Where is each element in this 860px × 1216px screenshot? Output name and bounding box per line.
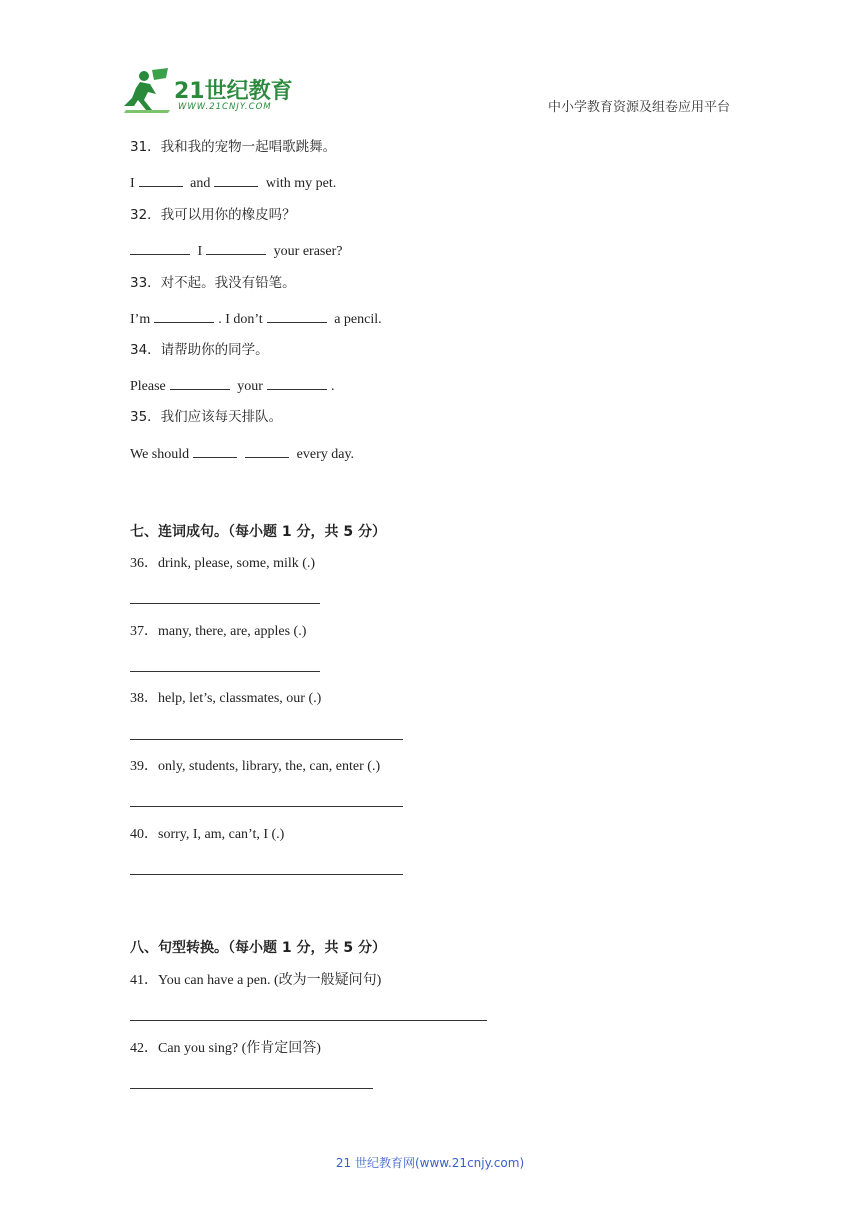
- q31-part1: I: [130, 176, 135, 191]
- question-35-prompt: 35．我们应该每天排队。: [130, 409, 283, 425]
- question-33-sentence: [130, 308, 382, 329]
- question-34-sentence: [130, 375, 334, 396]
- question-39: 39．only, students, library, the, can, enter (.): [130, 759, 381, 774]
- q31-part2: and: [190, 176, 211, 191]
- answer-line-42[interactable]: [130, 1088, 373, 1089]
- question-31-sentence: [130, 172, 336, 193]
- question-34-prompt: 34．请帮助你的同学。: [130, 342, 269, 358]
- site-logo[interactable]: [122, 66, 292, 118]
- q35-blank-2[interactable]: [245, 443, 289, 458]
- q33-blank-2[interactable]: [267, 308, 327, 323]
- q34-blank-1[interactable]: [170, 375, 230, 390]
- answer-line-38[interactable]: [130, 739, 403, 740]
- q32-blank-1[interactable]: [130, 240, 190, 255]
- q32-part1: I: [197, 244, 203, 259]
- logo-text: 21世纪教育: [174, 79, 293, 104]
- q34-part1: Please: [130, 379, 166, 394]
- q31-blank-1[interactable]: [139, 172, 183, 187]
- platform-title: 中小学教育资源及组卷应用平台: [547, 100, 730, 115]
- q33-part2: . I don’t: [218, 312, 263, 327]
- answer-line-36[interactable]: [130, 603, 320, 604]
- q35-part1: We should: [130, 447, 190, 462]
- footer-link[interactable]: 21 世纪教育网(www.21cnjy.com): [335, 1156, 525, 1170]
- question-38: 38．help, let’s, classmates, our (.): [130, 691, 322, 706]
- q32-blank-2[interactable]: [206, 240, 266, 255]
- q34-part2: your: [237, 379, 263, 394]
- page-header: [0, 0, 860, 125]
- question-41: 41．You can have a pen. (改为一般疑问句): [130, 973, 382, 988]
- question-40: 40．sorry, I, am, can’t, I (.): [130, 827, 285, 842]
- question-37: 37．many, there, are, apples (.): [130, 624, 307, 639]
- question-31-prompt: 31．我和我的宠物一起唱歌跳舞。: [130, 139, 337, 155]
- runner-logo-icon: [122, 66, 174, 114]
- q33-blank-1[interactable]: [154, 308, 214, 323]
- logo-url: WWW.21CNJY.COM: [178, 102, 272, 112]
- q33-part3: a pencil.: [334, 312, 382, 327]
- q32-part2: your eraser?: [273, 244, 343, 259]
- q35-part2: every day.: [296, 447, 355, 462]
- question-33-prompt: 33．对不起。我没有铅笔。: [130, 275, 296, 291]
- answer-line-40[interactable]: [130, 874, 403, 875]
- question-32-prompt: 32．我可以用你的橡皮吗？: [130, 207, 296, 223]
- q34-part3: .: [330, 379, 335, 394]
- q31-part3: with my pet.: [265, 176, 337, 191]
- q33-part1: I’m: [130, 312, 151, 327]
- answer-line-37[interactable]: [130, 671, 320, 672]
- section-7-title: 七、连词成句。（每小题 1 分，共 5 分）: [130, 524, 386, 540]
- answer-line-39[interactable]: [130, 806, 403, 807]
- question-36: 36．drink, please, some, milk (.): [130, 556, 316, 571]
- answer-line-41[interactable]: [130, 1020, 487, 1021]
- question-32-sentence: [130, 240, 342, 261]
- q31-blank-2[interactable]: [214, 172, 258, 187]
- q34-blank-2[interactable]: [267, 375, 327, 390]
- question-42: 42．Can you sing? (作肯定回答): [130, 1041, 321, 1056]
- question-35-sentence: [130, 443, 354, 464]
- q35-blank-1[interactable]: [193, 443, 237, 458]
- section-8-title: 八、句型转换。（每小题 1 分，共 5 分）: [130, 940, 386, 956]
